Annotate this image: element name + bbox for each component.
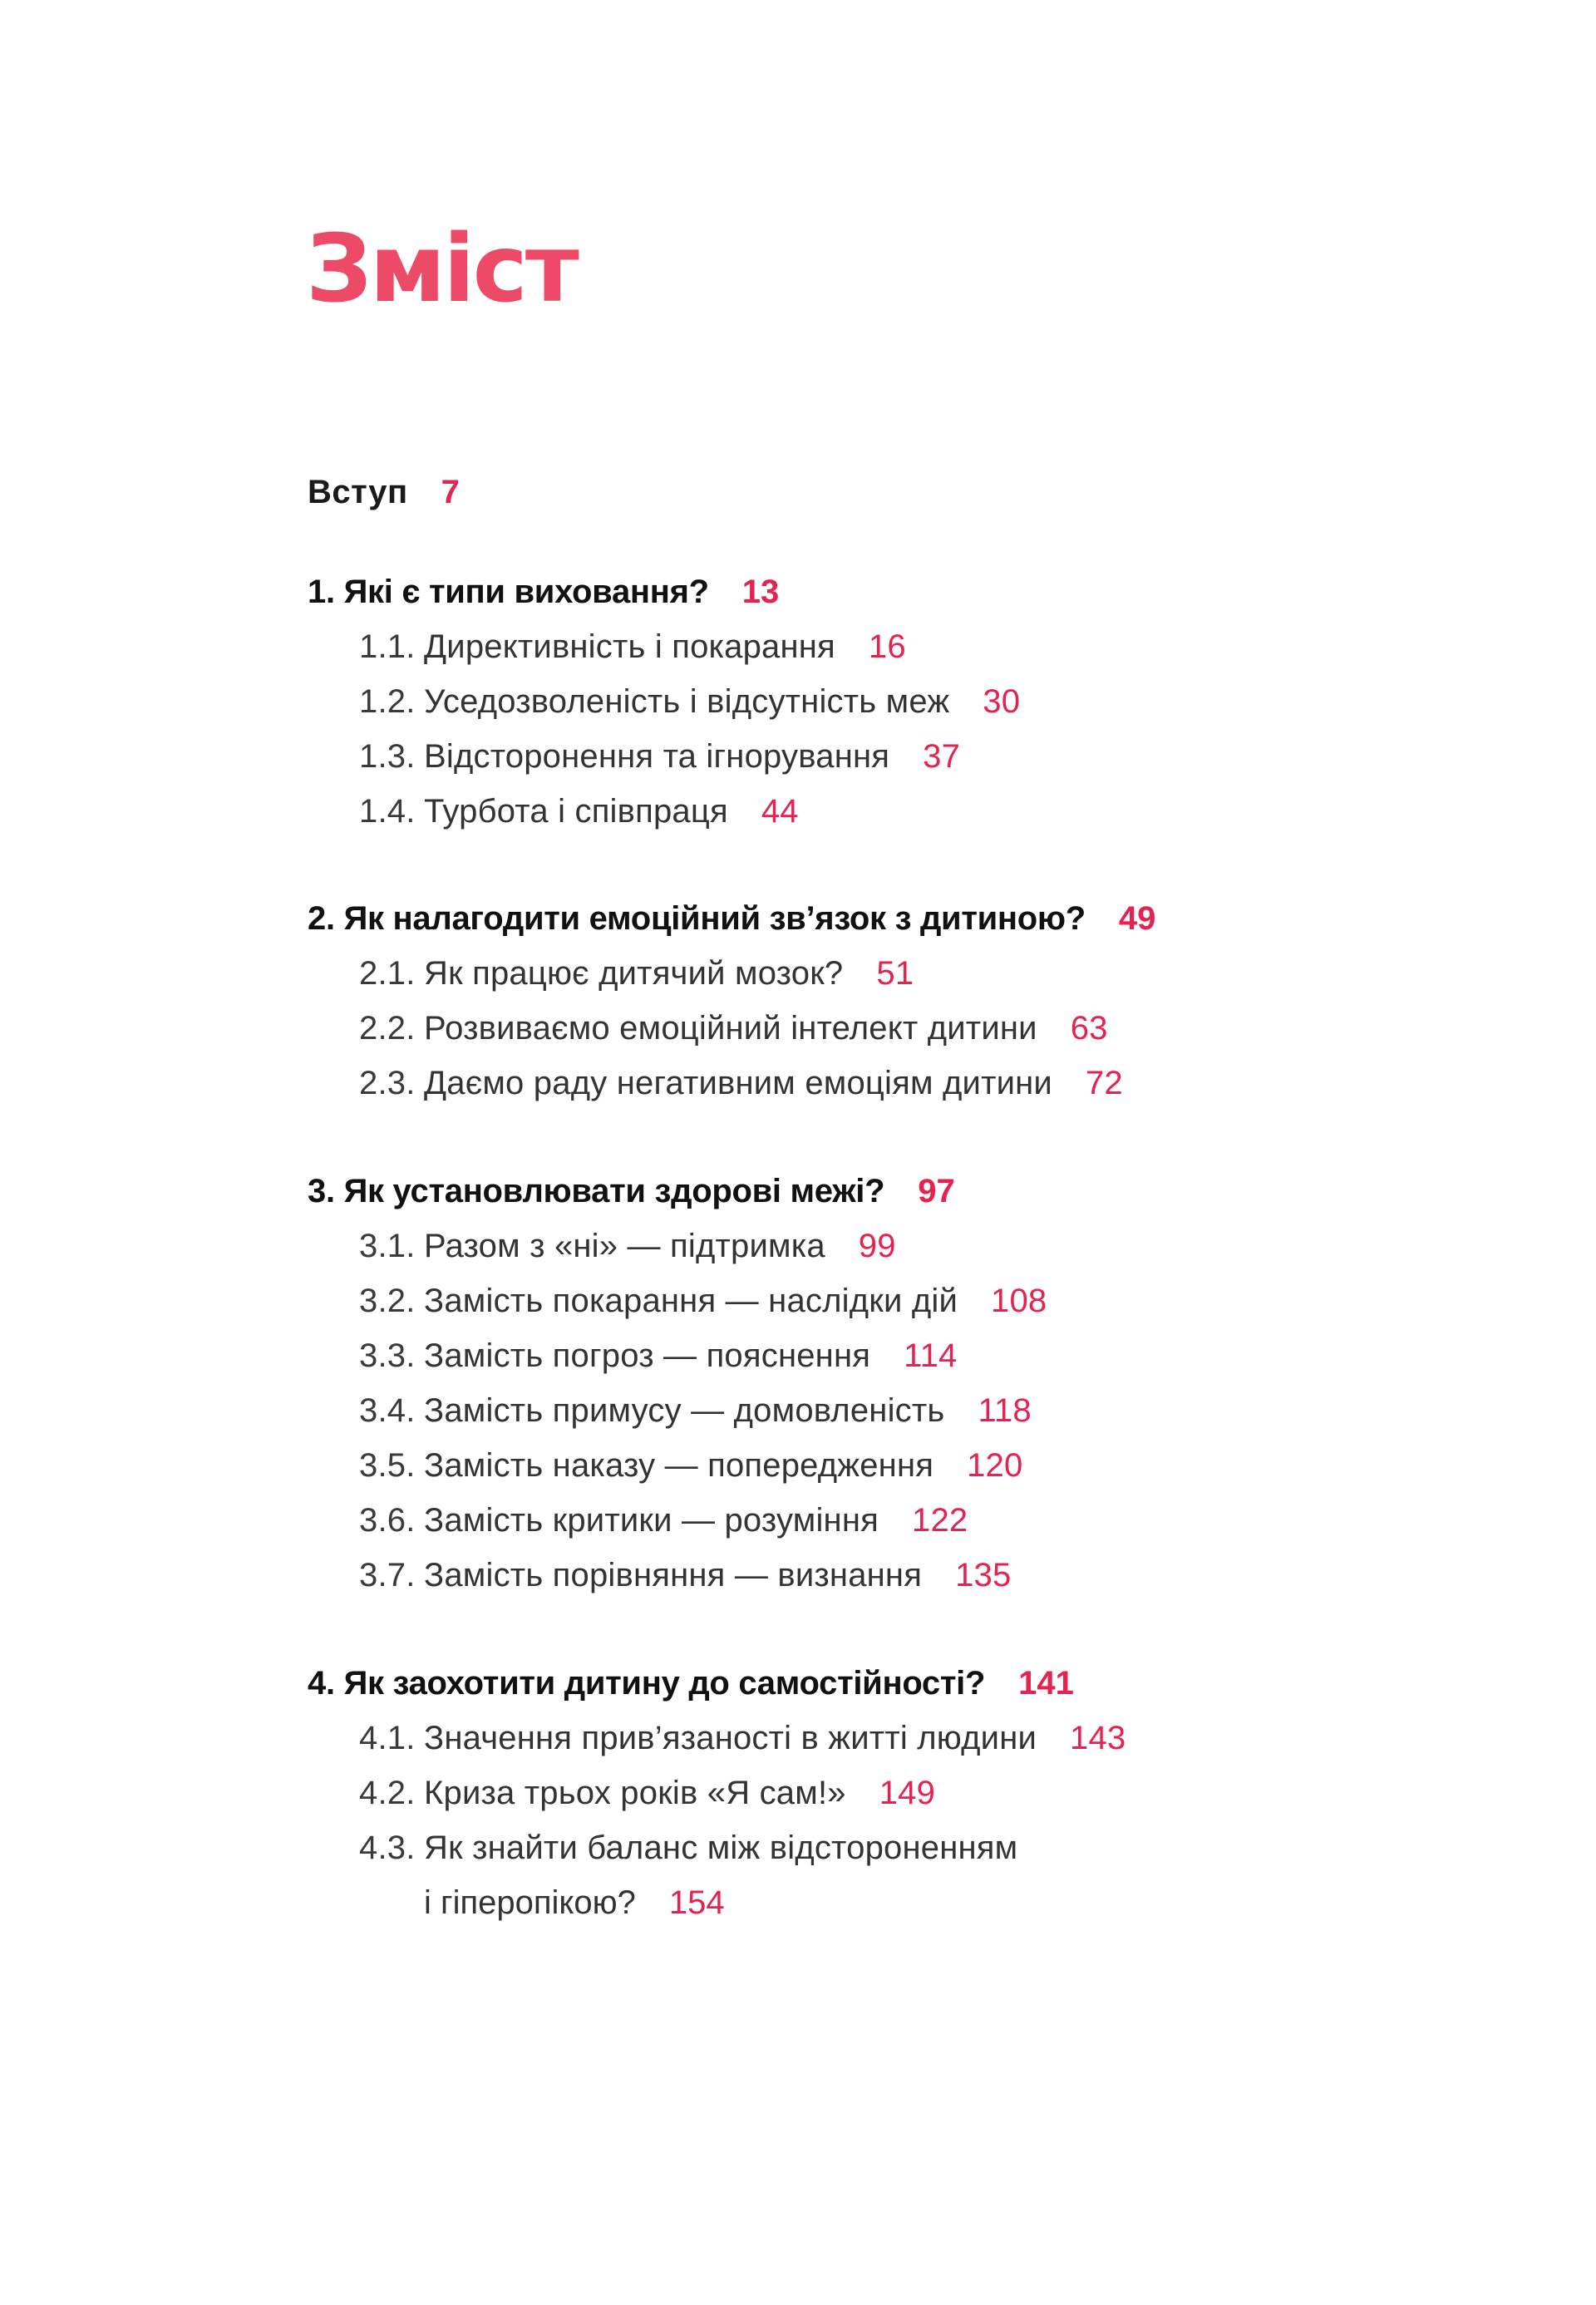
toc-chapter-2[interactable] [308, 899, 1155, 938]
toc-section-index: 2.2. [359, 1010, 416, 1047]
toc-section-index: 1.4. [359, 793, 416, 830]
toc-section-index: 3.7. [359, 1557, 416, 1593]
toc-section-label: Як знайти баланс між відстороненням [424, 1830, 1018, 1866]
toc-section-label: Уседозволеність і відсутність меж [424, 683, 950, 720]
toc-section-4-3-continuation[interactable] [424, 1883, 725, 1923]
toc-section-3-1[interactable] [359, 1226, 896, 1266]
toc-page-number: 141 [1018, 1665, 1074, 1702]
toc-section-1-2[interactable] [359, 682, 1020, 722]
toc-page-number: 49 [1118, 900, 1156, 937]
toc-section-label: Турбота і співпраця [424, 793, 728, 830]
toc-section-index: 4.1. [359, 1720, 416, 1756]
toc-section-label: Даємо раду негативним емоціям дитини [424, 1065, 1052, 1101]
toc-section-index: 3.4. [359, 1392, 416, 1429]
toc-section-3-7[interactable] [359, 1555, 1011, 1595]
toc-page-number: 149 [879, 1775, 936, 1811]
toc-section-label-continuation: і гіперопікою? [424, 1884, 636, 1921]
toc-section-index: 3.2. [359, 1283, 416, 1319]
toc-section-label: Замість погроз — пояснення [424, 1337, 871, 1374]
toc-section-3-6[interactable] [359, 1500, 968, 1540]
toc-chapter-label: 4. Як заохотити дитину до самостійності? [308, 1665, 986, 1702]
toc-page-number: 118 [978, 1392, 1032, 1429]
toc-section-index: 4.2. [359, 1775, 416, 1811]
toc-entry-label: Вступ [308, 474, 408, 510]
toc-page-number: 44 [761, 793, 799, 830]
toc-page-number: 114 [904, 1337, 958, 1374]
toc-section-label: Криза трьох років «Я сам!» [424, 1775, 846, 1811]
toc-section-index: 3.3. [359, 1337, 416, 1374]
toc-section-index: 2.1. [359, 955, 416, 992]
toc-page-number: 37 [923, 738, 961, 775]
page-title: Зміст [306, 215, 577, 323]
toc-section-label: Розвиваємо емоційний інтелект дитини [424, 1010, 1037, 1047]
toc-chapter-label: 3. Як установлювати здорові межі? [308, 1173, 885, 1209]
toc-page-number: 154 [668, 1884, 725, 1921]
toc-page-number: 122 [912, 1502, 968, 1539]
toc-section-label: Значення прив’язаності в житті людини [424, 1720, 1037, 1756]
toc-page-number: 63 [1070, 1010, 1108, 1047]
toc-section-1-3[interactable] [359, 736, 960, 776]
toc-page-number: 7 [441, 474, 460, 510]
toc-section-2-1[interactable] [359, 953, 914, 993]
toc-page-number: 143 [1070, 1720, 1126, 1756]
toc-section-index: 3.1. [359, 1228, 416, 1264]
toc-section-2-3[interactable] [359, 1063, 1123, 1103]
toc-section-4-3[interactable] [359, 1828, 1017, 1868]
toc-page-number: 13 [741, 574, 780, 610]
toc-page-number: 30 [983, 683, 1021, 720]
toc-page-number: 108 [991, 1283, 1047, 1319]
toc-section-label: Відсторонення та ігнорування [424, 738, 890, 775]
toc-page-number: 120 [967, 1447, 1023, 1484]
toc-section-2-2[interactable] [359, 1008, 1108, 1048]
toc-section-label: Замість покарання — наслідки дій [424, 1283, 958, 1319]
toc-chapter-label: 1. Які є типи виховання? [308, 574, 709, 610]
toc-section-3-2[interactable] [359, 1281, 1047, 1321]
toc-page-number: 135 [955, 1557, 1012, 1593]
toc-section-index: 3.5. [359, 1447, 416, 1484]
toc-section-label: Замість порівняння — визнання [424, 1557, 923, 1593]
toc-section-4-2[interactable] [359, 1773, 935, 1813]
toc-section-label: Як працює дитячий мозок? [424, 955, 844, 992]
toc-page-number: 16 [868, 628, 906, 665]
toc-section-1-1[interactable] [359, 627, 906, 667]
toc-entry-intro[interactable] [308, 472, 460, 512]
toc-page-number: 99 [858, 1228, 896, 1264]
toc-section-3-5[interactable] [359, 1446, 1022, 1485]
toc-section-3-4[interactable] [359, 1391, 1032, 1431]
toc-section-label: Замість наказу — попередження [424, 1447, 934, 1484]
toc-section-label: Директивність і покарання [424, 628, 835, 665]
toc-section-index: 1.2. [359, 683, 416, 720]
toc-section-label: Разом з «ні» — підтримка [424, 1228, 825, 1264]
toc-section-index: 3.6. [359, 1502, 416, 1539]
toc-chapter-1[interactable] [308, 572, 779, 612]
toc-chapter-4[interactable] [308, 1663, 1074, 1703]
toc-section-index: 4.3. [359, 1830, 416, 1866]
toc-chapter-3[interactable] [308, 1171, 955, 1211]
toc-section-label: Замість критики — розуміння [424, 1502, 879, 1539]
toc-section-index: 1.3. [359, 738, 416, 775]
toc-section-label: Замість примусу — домовленість [424, 1392, 945, 1429]
toc-page-number: 72 [1085, 1065, 1123, 1101]
toc-section-3-3[interactable] [359, 1336, 958, 1376]
toc-section-1-4[interactable] [359, 791, 799, 831]
toc-page-number: 97 [918, 1173, 955, 1209]
toc-section-index: 2.3. [359, 1065, 416, 1101]
toc-chapter-label: 2. Як налагодити емоційний зв’язок з дитиною? [308, 900, 1086, 937]
toc-section-4-1[interactable] [359, 1718, 1126, 1758]
toc-page-number: 51 [876, 955, 914, 992]
toc-section-index: 1.1. [359, 628, 416, 665]
